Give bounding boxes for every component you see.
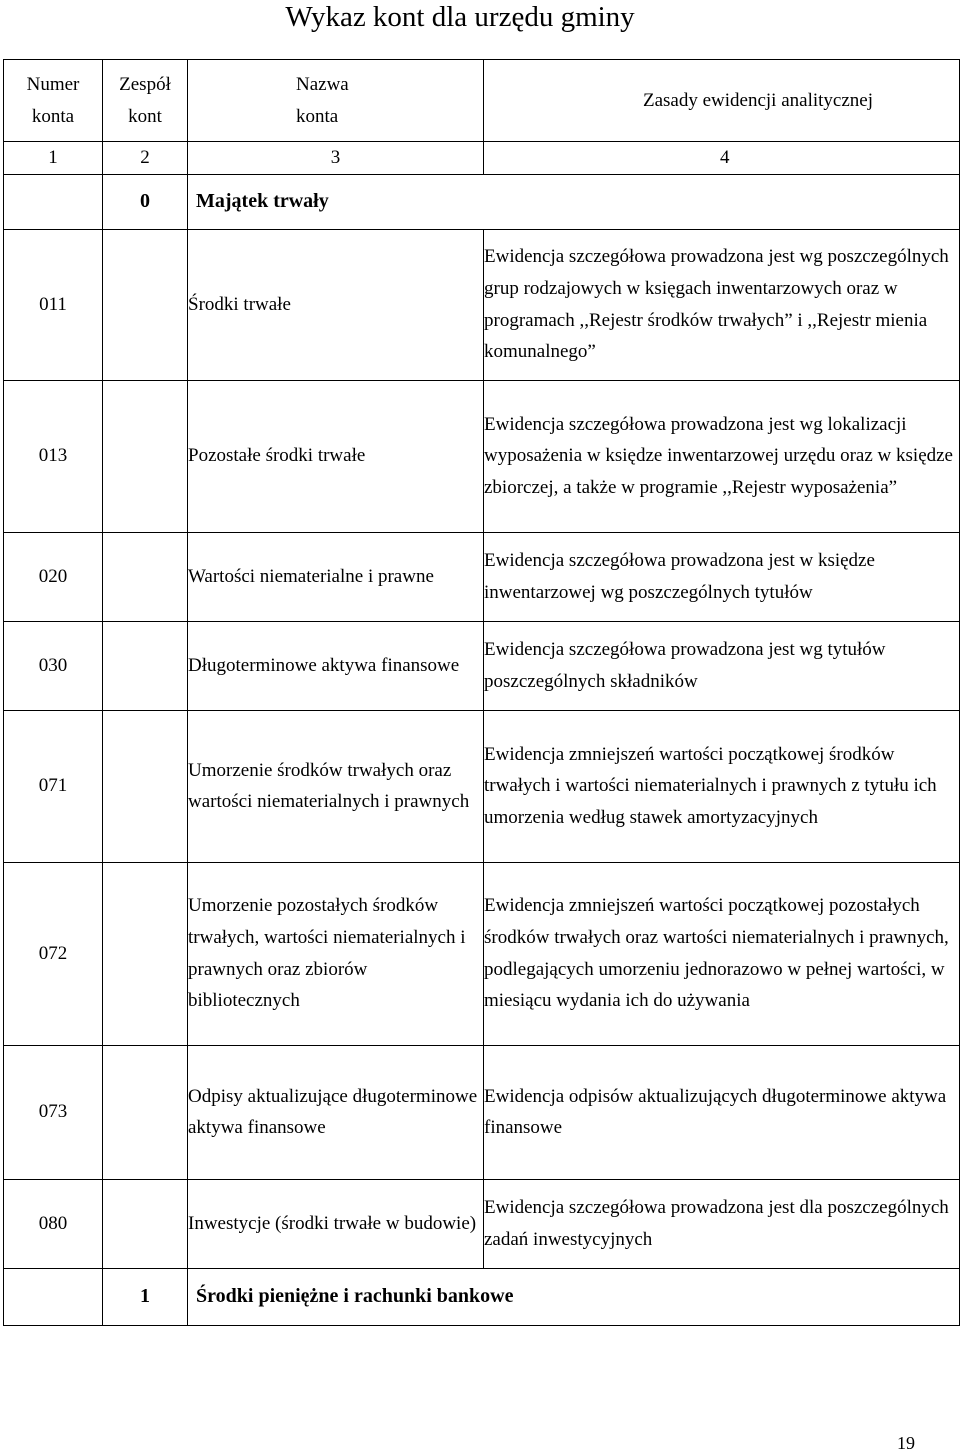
table-row xyxy=(4,1179,960,1268)
table-row xyxy=(4,710,960,862)
account-number: 011 xyxy=(4,229,103,380)
account-name: Umorzenie środków trwałych oraz wartości niematerialnych i prawnych xyxy=(188,710,484,862)
account-name: Wartości niematerialne i prawne xyxy=(188,532,484,621)
header-zespol-kont xyxy=(103,60,188,142)
table-row xyxy=(4,1045,960,1179)
table-row xyxy=(4,380,960,532)
account-name: Odpisy aktualizujące długoterminowe aktywa finansowe xyxy=(188,1045,484,1179)
team-cell xyxy=(103,532,188,621)
account-number: 071 xyxy=(4,710,103,862)
table-row xyxy=(4,532,960,621)
empty-cell xyxy=(4,174,103,229)
account-number: 030 xyxy=(4,621,103,710)
column-number: 1 xyxy=(4,142,103,175)
account-number: 072 xyxy=(4,862,103,1045)
document-title: Wykaz kont dla urzędu gminy xyxy=(285,1,635,33)
team-cell xyxy=(103,229,188,380)
account-rule: Ewidencja zmniejszeń wartości początkowej środków trwałych i wartości niematerialnych i prawnych z tytułu ich umorzenia według stawek amortyzacyjnych xyxy=(484,710,960,862)
header-zespol-line2: kont xyxy=(128,105,162,127)
account-rule: Ewidencja szczegółowa prowadzona jest wg tytułów poszczególnych składników xyxy=(484,621,960,710)
header-numer-konta xyxy=(4,60,103,142)
column-number-row xyxy=(4,142,960,175)
account-rule: Ewidencja szczegółowa prowadzona jest w księdze inwentarzowej wg poszczególnych tytułów xyxy=(484,532,960,621)
page-number: 19 xyxy=(897,1433,915,1453)
group-number: 0 xyxy=(103,174,188,229)
header-nazwa-konta xyxy=(188,60,484,142)
account-number: 073 xyxy=(4,1045,103,1179)
header-nazwa-line1: Nazwa xyxy=(296,73,349,95)
group-row xyxy=(4,174,960,229)
column-number: 3 xyxy=(188,142,484,175)
account-name: Długoterminowe aktywa finansowe xyxy=(188,621,484,710)
team-cell xyxy=(103,621,188,710)
account-number: 080 xyxy=(4,1179,103,1268)
header-zasady: Zasady ewidencji analitycznej xyxy=(484,60,960,142)
account-number: 020 xyxy=(4,532,103,621)
account-rule: Ewidencja szczegółowa prowadzona jest wg poszczególnych grup rodzajowych w księgach inwentarzowych oraz w programach ,,Rejestr środków trwałych” i ,,Rejestr mienia komunalnego” xyxy=(484,229,960,380)
accounts-table xyxy=(3,59,960,1326)
account-name: Umorzenie pozostałych środków trwałych, wartości niematerialnych i prawnych oraz zbiorów bibliotecznych xyxy=(188,862,484,1045)
account-rule: Ewidencja odpisów aktualizujących długoterminowe aktywa finansowe xyxy=(484,1045,960,1179)
header-numer-line1: Numer xyxy=(26,73,80,95)
header-numer-line2: konta xyxy=(31,105,75,127)
table-row xyxy=(4,229,960,380)
account-name: Inwestycje (środki trwałe w budowie) xyxy=(188,1179,484,1268)
column-number: 4 xyxy=(484,142,960,175)
group-row xyxy=(4,1268,960,1325)
team-cell xyxy=(103,1045,188,1179)
account-rule: Ewidencja zmniejszeń wartości początkowej pozostałych środków trwałych oraz wartości niematerialnych i prawnych, podlegających umorzeniu jednorazowo w pełnej wartości, w miesiącu wydania ich do używania xyxy=(484,862,960,1045)
account-rule: Ewidencja szczegółowa prowadzona jest dla poszczególnych zadań inwestycyjnych xyxy=(484,1179,960,1268)
empty-cell xyxy=(4,1268,103,1325)
group-name: Środki pieniężne i rachunki bankowe xyxy=(188,1268,960,1325)
account-name: Pozostałe środki trwałe xyxy=(188,380,484,532)
header-nazwa-line2: konta xyxy=(296,105,339,127)
account-rule: Ewidencja szczegółowa prowadzona jest wg lokalizacji wyposażenia w księdze inwentarzowej urzędu oraz w księdze zbiorczej, a także w programie ,,Rejestr wyposażenia” xyxy=(484,380,960,532)
column-number: 2 xyxy=(103,142,188,175)
account-name: Środki trwałe xyxy=(188,229,484,380)
group-number: 1 xyxy=(103,1268,188,1325)
team-cell xyxy=(103,1179,188,1268)
table-row xyxy=(4,621,960,710)
header-zespol-line1: Zespół xyxy=(119,73,171,95)
team-cell xyxy=(103,710,188,862)
team-cell xyxy=(103,862,188,1045)
team-cell xyxy=(103,380,188,532)
account-number: 013 xyxy=(4,380,103,532)
group-name: Majątek trwały xyxy=(188,174,960,229)
header-row xyxy=(4,60,960,142)
table-row xyxy=(4,862,960,1045)
